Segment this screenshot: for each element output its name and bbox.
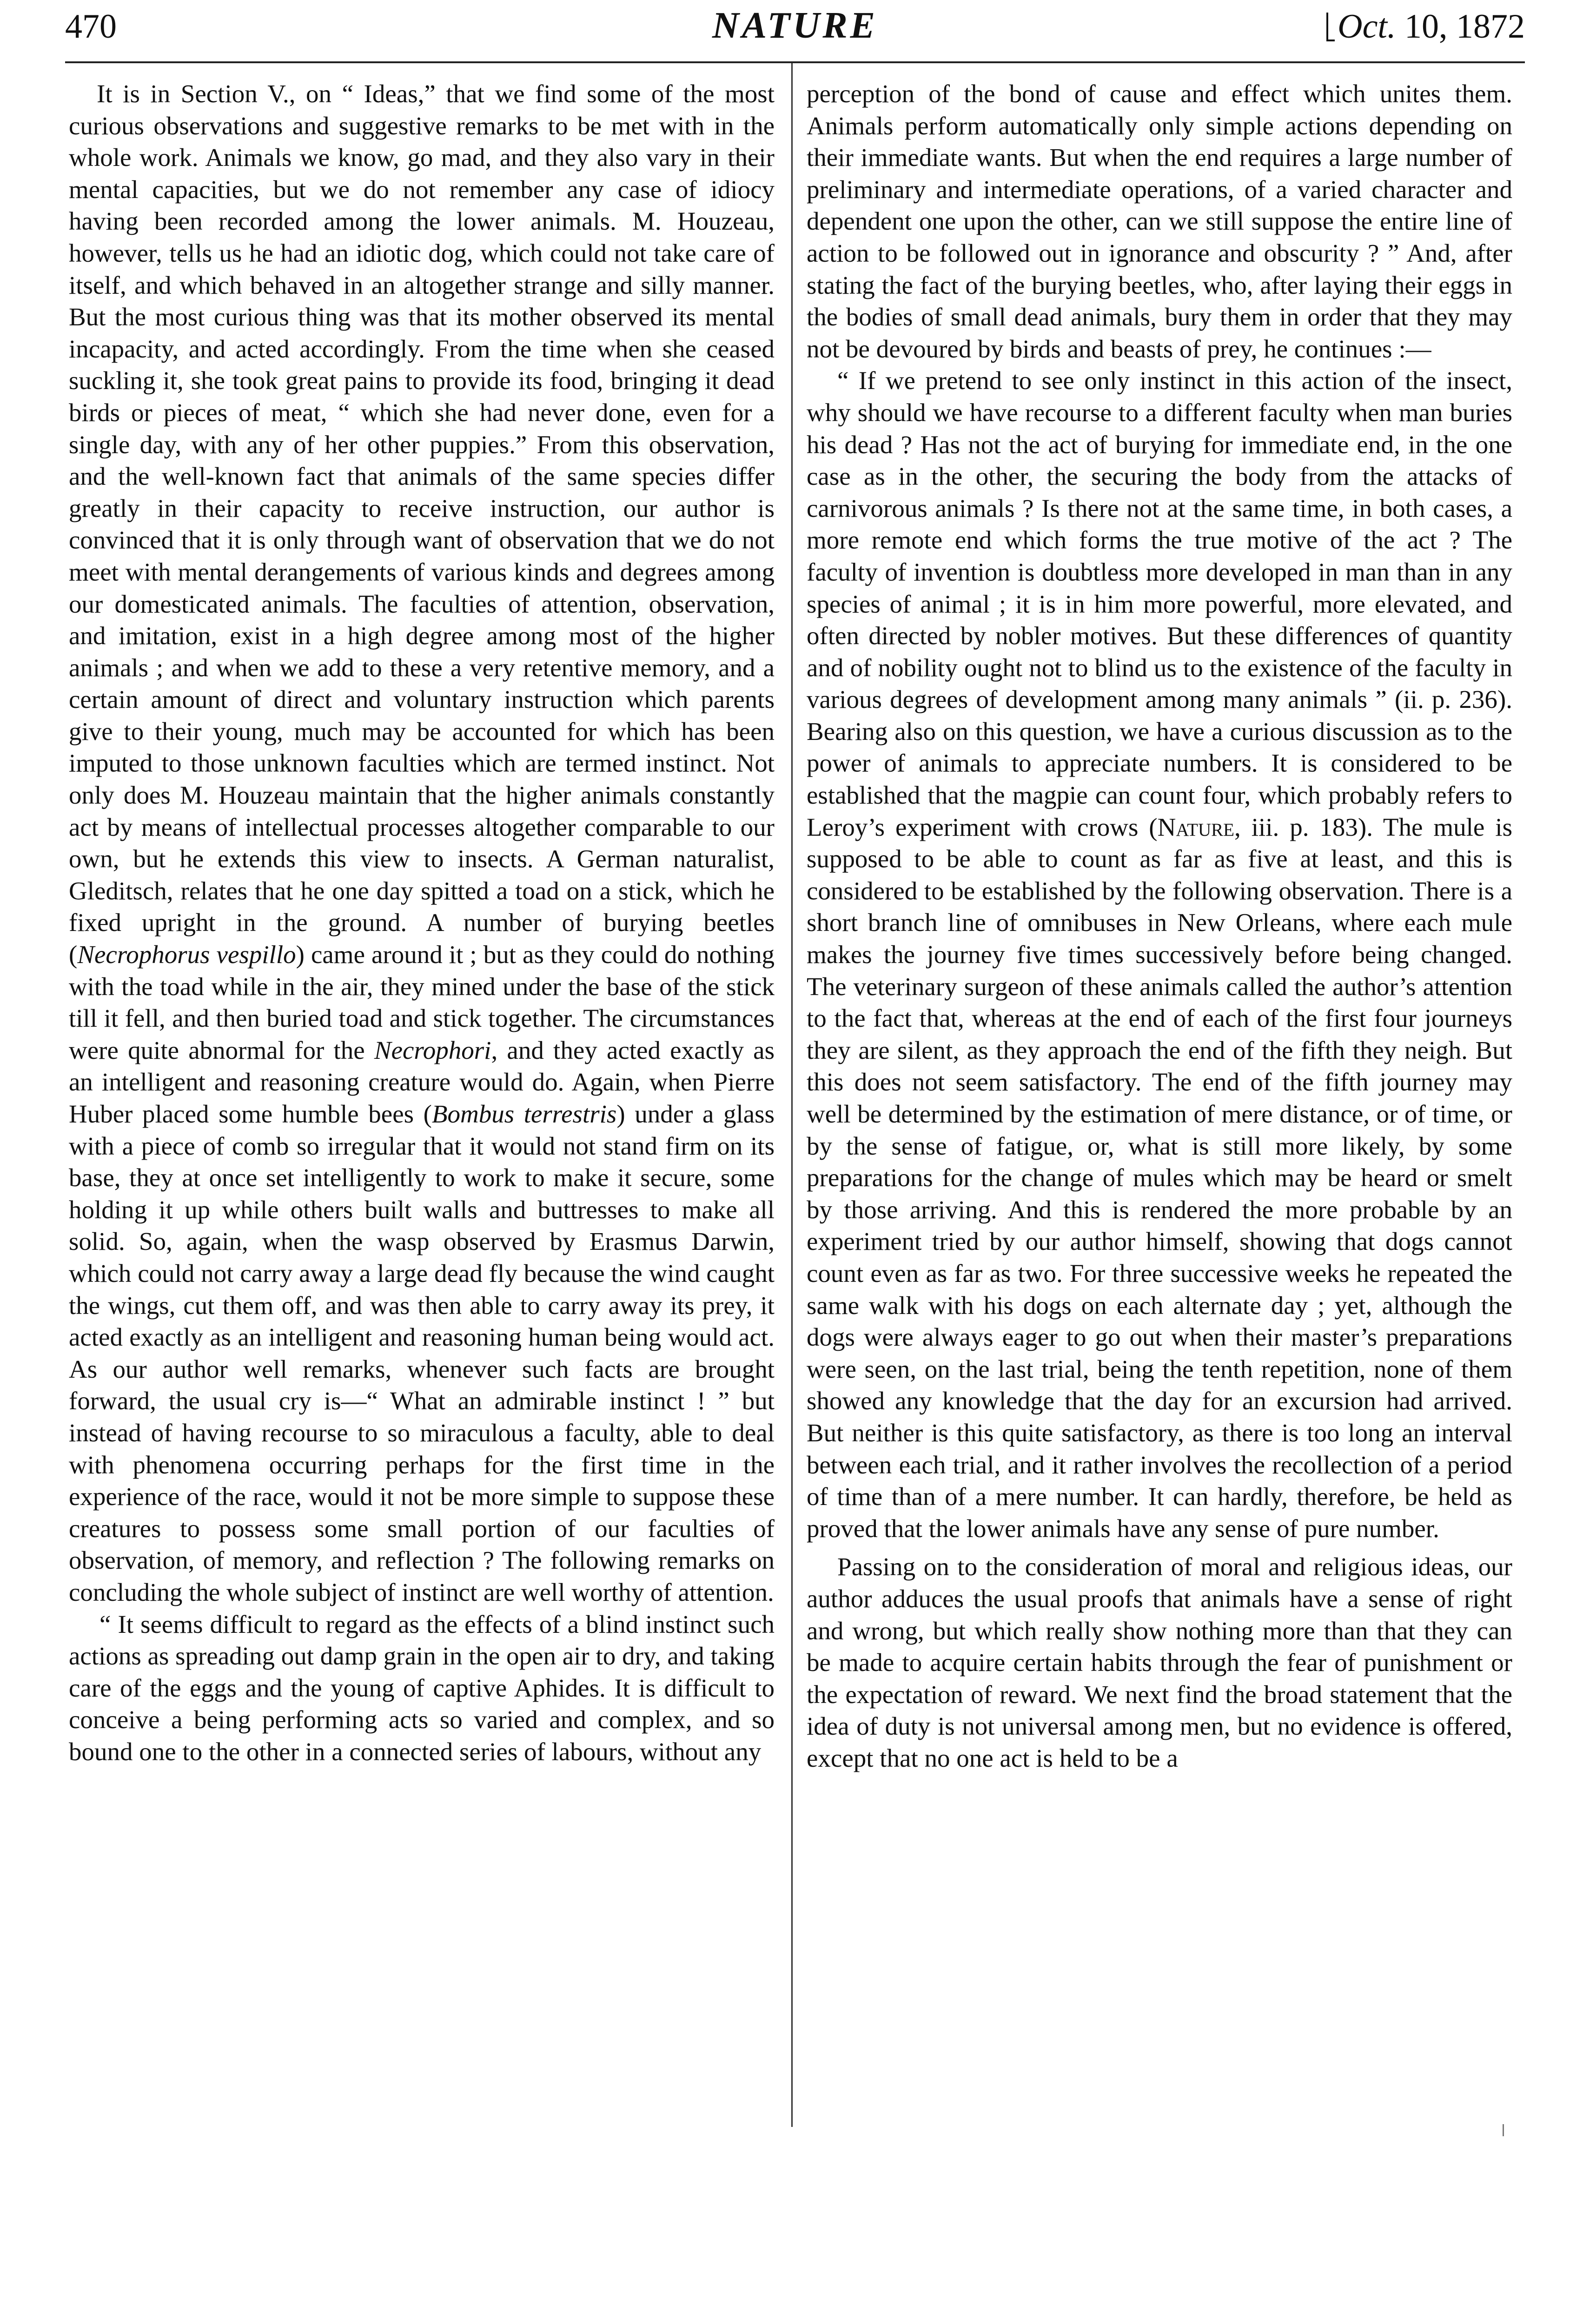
paragraph-quote-instinct: “ It seems difficult to regard as the effects of a blind instinct such actions as spreading out damp grain in the open air to dry, and taking care of the eggs and the young of captive Aphides. It is difficult to conceive a being performing acts so varied and complex, and so bound one to the other in a connected series of labours, without any [69,1610,775,1766]
genus-name: Necrophori [374,1036,491,1064]
right-column [807,78,1512,1774]
paragraph-burying-numbers [807,365,1512,1545]
header-rule [65,61,1525,63]
issue-month: Oct. [1338,7,1396,46]
paragraph-text: , iii. p. 183). The mule is supposed to be able to count as far as five at least, and this is considered to be established by the following observation. There is a short branch line of omnibuses in New Orleans, where each mule makes the journey five times successively before being changed. The veterinary surgeon of these animals called the author’s attention to the fact that, whereas at the end of each of the first four journeys they are silent, as they approach the end of the fifth they neigh. But this does not seem satisfactory. The end of the fifth journey may well be determined by the estimation of mere distance, or of time, or by the sense of fatigue, or, what is still more likely, by some preparations for the change of mules which may be heard or smelt by those arriving. And this is rendered the more probable by an experiment tried by our author himself, showing that dogs cannot count even as far as two. For three successive weeks he repeated the same walk with his dogs on each alternate day ; yet, although the dogs were always eager to go out when their master’s preparations were seen, on the last trial, being the tenth repetition, none of them showed any knowledge that the day for an excursion had arrived. But neither is this quite satisfactory, as there is too long an interval between each trial, and it rather involves the recollection of a period of time than of a mere number. It can hardly, therefore, be held as proved that the lower animals have any sense of pure number. [807,812,1512,1543]
paragraph-text: ) under a glass with a piece of comb so irregular that it would not stand firm on its base, they at once set intelligently to work to make it secure, some holding it up while others built walls and buttresses to make all solid. So, again, when the wasp observed by Erasmus Darwin, which could not carry away a large dead fly because the wind caught the wings, cut them off, and was then able to carry away its prey, it acted exactly as an intelligent and reasoning human being would act. As our author well remarks, whenever such facts are brought forward, the usual cry is—“ What an admirable instinct ! ” but instead of having recourse to so miraculous a faculty, able to deal with phenomena occurring perhaps for the first time in the experience of the race, would it not be more simple to suppose these creatures to possess some small portion of our faculties of observation, of memory, and reflection ? The following remarks on concluding the whole subject of instinct are well worthy of attention. [69,1100,775,1606]
paragraph-text: It is in Section V., on “ Ideas,” that we find some of the most curious observations and suggestive remarks to be met with in the whole work. Animals we know, go mad, and they also vary in their mental capacities, but we do not remember any case of idiocy having been recorded among the lower animals. M. Houzeau, however, tells us he had an idiotic dog, which could not take care of itself, and which behaved in an altogether strange and silly manner. But the most curious thing was that its mother observed its mental incapacity, and acted accordingly. From the time when she ceased suckling it, she took great pains to provide its food, bringing it dead birds or pieces of meat, “ which she had never done, even for a single day, with any of her other puppies.” From this observation, and the well-known fact that animals of the same species differ greatly in their capacity to receive instruction, our author is convinced that it is only through want of observation that we do not meet with mental derangements of various kinds and degrees among our domesticated animals. The faculties of attention, observation, and imitation, exist in a high degree among most of the higher animals ; and when we add to these a very retentive memory, and a certain amount of direct and voluntary instruction which parents give to their young, much may be accounted for which has been imputed to those unknown faculties which are termed instinct. Not only does M. Houzeau maintain that the higher animals constantly act by means of intellectual processes altogether comparable to our own, but he extends this view to insects. A German naturalist, Gleditsch, relates that he one day spitted a toad on a stick, which he fixed upright in the ground. A number of burying beetles ( [69,79,775,969]
paragraph-text: , and they acted exactly as an intelligent and reasoning creature would do. Again, when Pierre Huber placed some humble bees ( [69,1036,775,1128]
issue-date [1326,7,1525,46]
page-number: 470 [65,7,117,46]
paragraph-text: ) came around it ; but as they could do nothing with the toad while in the air, they mined under the base of the stick till it fell, and then buried toad and stick together. The circumstances were quite abnormal for the [69,940,775,1064]
edge-mark [1503,2124,1504,2136]
journal-reference: Nature [1157,812,1234,841]
paragraph-text: “ If we pretend to see only instinct in this action of the insect, why should we have recourse to a different faculty when man buries his dead ? Has not the act of burying for immediate end, in the one case as in the other, the securing the body from the attacks of carnivorous animals ? Is there not at the same time, in both cases, a more remote end which forms the true motive of the act ? The faculty of invention is doubtless more developed in man than in any species of animal ; it is in him more powerful, more elevated, and often directed by nobler motives. But these differences of quantity and of nobility ought not to blind us to the existence of the faculty in various degrees of development among many animals ” (ii. p. 236). Bearing also on this question, we have a curious discussion as to the power of animals to appreciate numbers. It is considered to be established that the magpie can count four, which probably refers to Leroy’s experiment with crows ( [807,366,1512,841]
paragraph-section-v-ideas [69,78,775,1609]
paragraph-continued-quote: perception of the bond of cause and effect which unites them. Animals perform automatically only simple actions depending on their immediate wants. But when the end requires a large number of preliminary and intermediate operations, of a varied character and dependent one upon the other, can we still suppose the entire line of action to be followed out in ignorance and obscurity ? ” And, after stating the fact of the burying beetles, who, after laying their eggs in the bodies of small dead animals, bury them in order that they may not be devoured by birds and beasts of prey, he continues :— [807,79,1512,363]
left-column [69,78,775,1768]
paragraph-moral-ideas: Passing on to the consideration of moral and religious ideas, our author adduces the usual proofs that animals have a sense of right and wrong, but which really show nothing more than that they can be made to acquire certain habits through the fear of punishment or the expectation of reward. We next find the broad statement that the idea of duty is not universal among men, but no evidence is offered, except that no one act is held to be a [807,1552,1512,1772]
issue-day-year: 10, 1872 [1396,7,1525,46]
column-divider [791,63,793,2127]
species-name: Necrophorus vespillo [77,940,296,969]
journal-title: NATURE [712,5,878,46]
date-bracket-icon [1326,13,1335,41]
page-header [65,5,1525,58]
species-name: Bombus terrestris [431,1100,617,1128]
